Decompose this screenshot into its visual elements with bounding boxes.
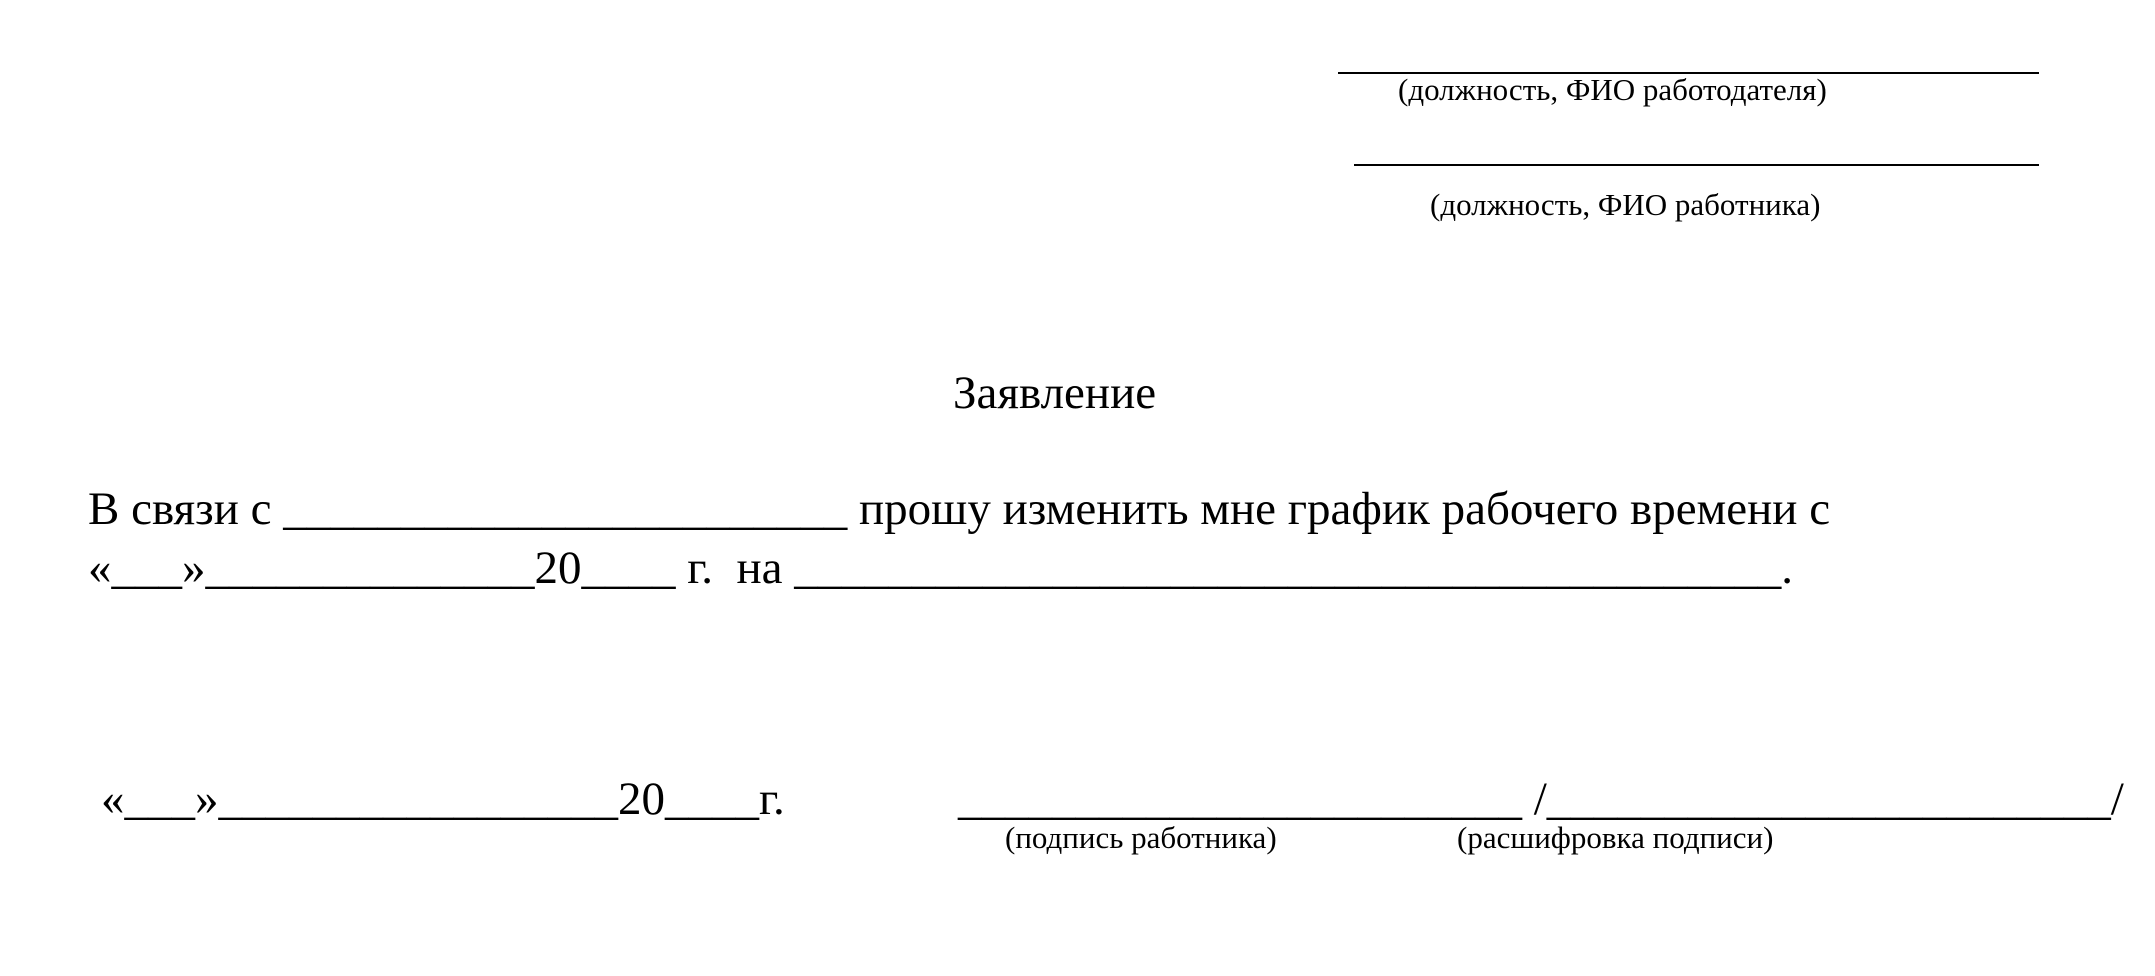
signature-caption: (подпись работника) — [1005, 820, 1277, 855]
employee-fill-line — [1354, 164, 2039, 166]
document-title: Заявление — [953, 367, 1157, 419]
signature-date: «___»_________________20____г. — [101, 773, 785, 825]
employer-caption: (должность, ФИО работодателя) — [1398, 72, 1827, 107]
body-text-line-2: «___»______________20____ г. на __________________________________________. — [88, 542, 1793, 594]
body-text-line-1: В связи с ________________________ прошу изменить мне график рабочего времени с — [88, 483, 1831, 535]
employee-caption: (должность, ФИО работника) — [1430, 187, 1821, 222]
signature-fields: ________________________ /________________________/ — [958, 773, 2124, 825]
signature-decoding-caption: (расшифровка подписи) — [1457, 820, 1774, 855]
